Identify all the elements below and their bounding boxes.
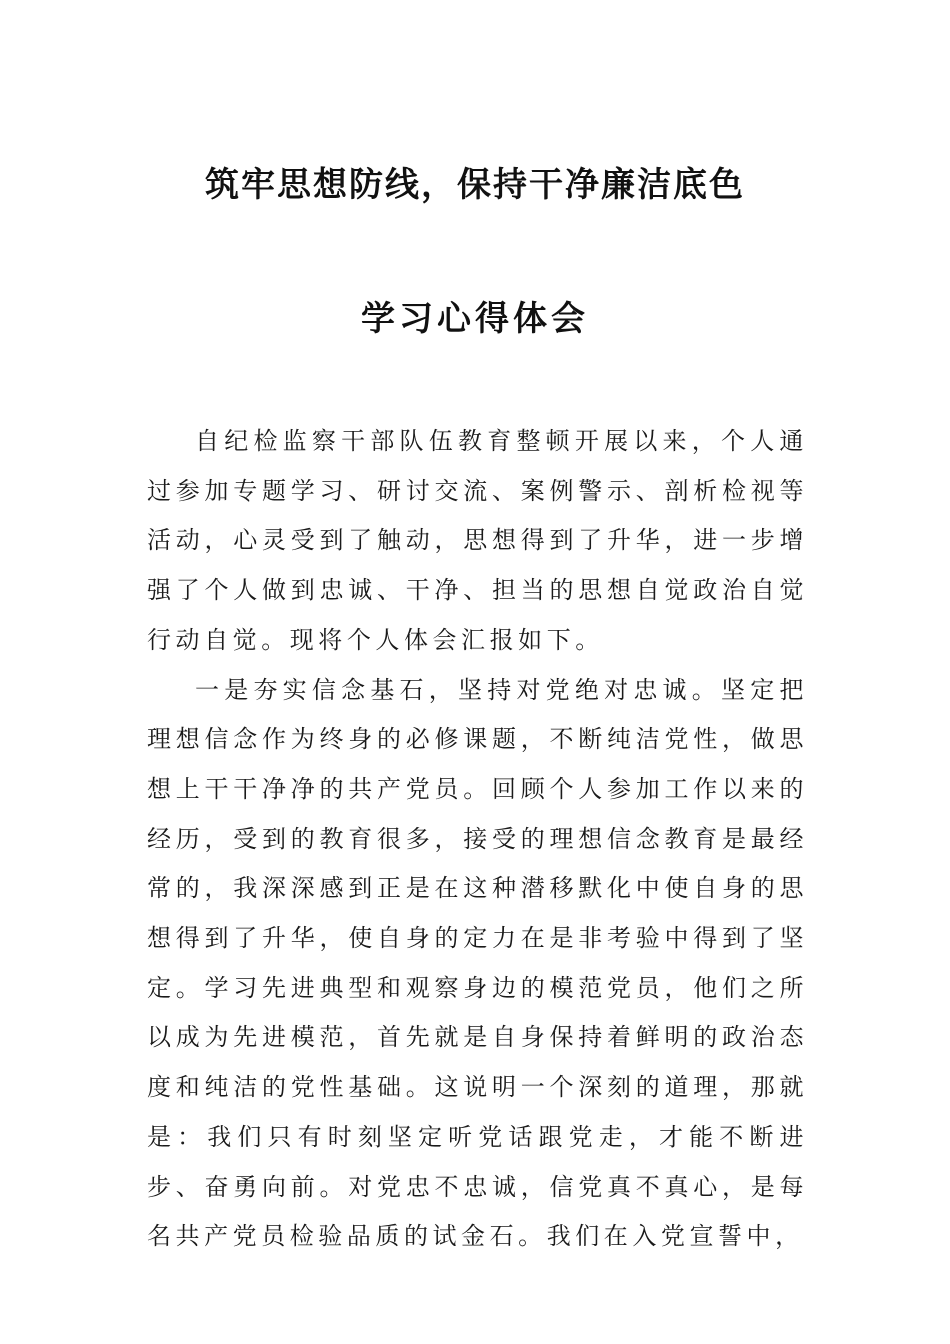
document-title: 筑牢思想防线，保持干净廉洁底色 bbox=[205, 165, 745, 205]
document-subtitle: 学习心得体会 bbox=[361, 299, 589, 339]
document-body bbox=[147, 417, 808, 1262]
paragraph: 自纪检监察干部队伍教育整顿开展以来，个人通过参加专题学习、研讨交流、案例警示、剖析检视等活动，心灵受到了触动，思想得到了升华，进一步增强了个人做到忠诚、干净、担当的思想自觉政治自觉行动自觉。现将个人体会汇报如下。 bbox=[147, 427, 808, 654]
paragraph: 一是夯实信念基石，坚持对党绝对忠诚。坚定把理想信念作为终身的必修课题，不断纯洁党性，做思想上干干净净的共产党员。回顾个人参加工作以来的经历，受到的教育很多，接受的理想信念教育是最经常的，我深深感到正是在这种潜移默化中使自身的思想得到了升华，使自身的定力在是非考验中得到了坚定。学习先进典型和观察身边的模范党员，他们之所以成为先进模范，首先就是自身保持着鲜明的政治态度和纯洁的党性基础。这说明一个深刻的道理，那就是：我们只有时刻坚定听党话跟党走，才能不断进步、奋勇向前。对党忠不忠诚，信党真不真心，是每名共产党员检验品质的试金石。我们在入党宣誓中， bbox=[147, 675, 808, 1251]
